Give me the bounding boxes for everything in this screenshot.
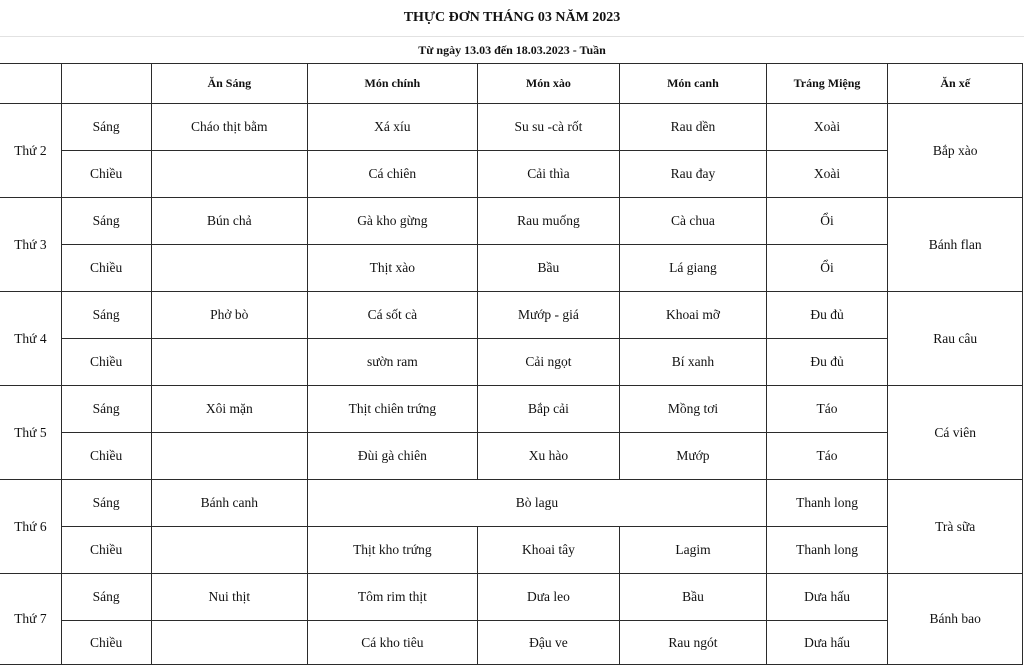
soup-cell: Mướp	[620, 433, 766, 480]
dessert-cell: Ổi	[766, 245, 888, 292]
snack-cell: Trà sữa	[888, 480, 1023, 574]
header-soup: Món canh	[620, 64, 766, 104]
merged-dish-cell: Bò lagu	[308, 480, 767, 527]
stir-fry-cell: Cải thìa	[477, 151, 620, 198]
main-dish-cell: Tôm rim thịt	[308, 574, 478, 621]
main-dish-cell: Đùi gà chiên	[308, 433, 478, 480]
table-row	[0, 339, 1023, 386]
main-dish-cell: Cá chiên	[308, 151, 478, 198]
main-dish-cell: Thịt kho trứng	[308, 527, 478, 574]
breakfast-cell	[151, 151, 308, 198]
breakfast-cell: Nui thịt	[151, 574, 308, 621]
session-cell: Sáng	[61, 386, 151, 433]
main-dish-cell: Cá kho tiêu	[308, 621, 478, 665]
header-day	[0, 64, 61, 104]
main-dish-cell: Thịt xào	[308, 245, 478, 292]
day-cell: Thứ 2	[0, 104, 61, 198]
session-cell: Sáng	[61, 480, 151, 527]
table-row	[0, 574, 1023, 621]
soup-cell: Khoai mỡ	[620, 292, 766, 339]
snack-cell: Cá viên	[888, 386, 1023, 480]
soup-cell: Rau ngót	[620, 621, 766, 665]
main-dish-cell: Xá xíu	[308, 104, 478, 151]
header-breakfast: Ăn Sáng	[151, 64, 308, 104]
breakfast-cell: Xôi mặn	[151, 386, 308, 433]
table-row	[0, 527, 1023, 574]
main-dish-cell: Gà kho gừng	[308, 198, 478, 245]
table-row	[0, 245, 1023, 292]
stir-fry-cell: Mướp - giá	[477, 292, 620, 339]
soup-cell: Mồng tơi	[620, 386, 766, 433]
breakfast-cell	[151, 621, 308, 665]
snack-cell: Rau câu	[888, 292, 1023, 386]
main-dish-cell: Cá sốt cà	[308, 292, 478, 339]
stir-fry-cell: Xu hào	[477, 433, 620, 480]
soup-cell: Lá giang	[620, 245, 766, 292]
session-cell: Chiều	[61, 433, 151, 480]
dessert-cell: Thanh long	[766, 480, 888, 527]
soup-cell: Bí xanh	[620, 339, 766, 386]
breakfast-cell	[151, 527, 308, 574]
header-snack: Ăn xế	[888, 64, 1023, 104]
breakfast-cell: Bún chả	[151, 198, 308, 245]
dessert-cell: Dưa hấu	[766, 621, 888, 665]
dessert-cell: Dưa hấu	[766, 574, 888, 621]
table-row	[0, 433, 1023, 480]
soup-cell: Cà chua	[620, 198, 766, 245]
header-main-dish: Món chính	[308, 64, 478, 104]
table-row	[0, 198, 1023, 245]
table-row	[0, 386, 1023, 433]
table-row	[0, 621, 1023, 665]
dessert-cell: Đu đủ	[766, 339, 888, 386]
session-cell: Chiều	[61, 151, 151, 198]
stir-fry-cell: Dưa leo	[477, 574, 620, 621]
breakfast-cell	[151, 433, 308, 480]
snack-cell: Bánh flan	[888, 198, 1023, 292]
table-row	[0, 151, 1023, 198]
session-cell: Chiều	[61, 245, 151, 292]
stir-fry-cell: Đậu ve	[477, 621, 620, 665]
dessert-cell: Xoài	[766, 151, 888, 198]
soup-cell: Rau đay	[620, 151, 766, 198]
stir-fry-cell: Khoai tây	[477, 527, 620, 574]
table-row	[0, 104, 1023, 151]
soup-cell: Lagim	[620, 527, 766, 574]
main-dish-cell: sườn ram	[308, 339, 478, 386]
header-stir-fry: Món xào	[477, 64, 620, 104]
header-session	[61, 64, 151, 104]
breakfast-cell: Cháo thịt bằm	[151, 104, 308, 151]
header-row	[0, 64, 1023, 104]
menu-table	[0, 63, 1023, 665]
day-cell: Thứ 5	[0, 386, 61, 480]
day-cell: Thứ 3	[0, 198, 61, 292]
session-cell: Chiều	[61, 527, 151, 574]
main-dish-cell: Thịt chiên trứng	[308, 386, 478, 433]
dessert-cell: Táo	[766, 386, 888, 433]
stir-fry-cell: Su su -cà rốt	[477, 104, 620, 151]
table-row	[0, 480, 1023, 527]
session-cell: Sáng	[61, 292, 151, 339]
session-cell: Chiều	[61, 621, 151, 665]
snack-cell: Bánh bao	[888, 574, 1023, 665]
day-cell: Thứ 7	[0, 574, 61, 665]
session-cell: Sáng	[61, 574, 151, 621]
stir-fry-cell: Bắp cải	[477, 386, 620, 433]
dessert-cell: Táo	[766, 433, 888, 480]
header-dessert: Tráng Miệng	[766, 64, 888, 104]
session-cell: Chiều	[61, 339, 151, 386]
day-cell: Thứ 6	[0, 480, 61, 574]
table-row	[0, 292, 1023, 339]
soup-cell: Bầu	[620, 574, 766, 621]
stir-fry-cell: Rau muống	[477, 198, 620, 245]
session-cell: Sáng	[61, 198, 151, 245]
snack-cell: Bắp xào	[888, 104, 1023, 198]
date-range-subtitle: Từ ngày 13.03 đến 18.03.2023 - Tuần	[418, 43, 606, 57]
breakfast-cell	[151, 339, 308, 386]
day-cell: Thứ 4	[0, 292, 61, 386]
soup-cell: Rau dền	[620, 104, 766, 151]
dessert-cell: Thanh long	[766, 527, 888, 574]
page-title: THỰC ĐƠN THÁNG 03 NĂM 2023	[0, 0, 1024, 37]
dessert-cell: Ổi	[766, 198, 888, 245]
dessert-cell: Đu đủ	[766, 292, 888, 339]
session-cell: Sáng	[61, 104, 151, 151]
breakfast-cell: Bánh canh	[151, 480, 308, 527]
stir-fry-cell: Bầu	[477, 245, 620, 292]
dessert-cell: Xoài	[766, 104, 888, 151]
stir-fry-cell: Cải ngọt	[477, 339, 620, 386]
breakfast-cell: Phở bò	[151, 292, 308, 339]
breakfast-cell	[151, 245, 308, 292]
